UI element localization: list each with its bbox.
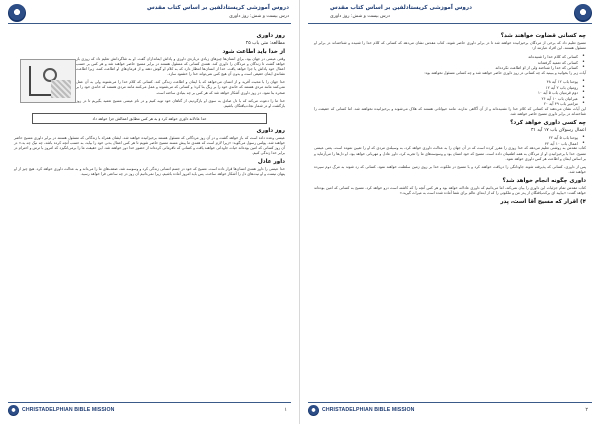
reading-reference: مطالعه: متی باب ۲۵ bbox=[245, 41, 285, 46]
right-page-footer bbox=[308, 402, 592, 416]
section-heading: ۴) اقرار که مسیح آقا‌ است، پدر bbox=[500, 199, 586, 206]
paragraph: کتاب مقدس تمام جزئیات این داوری را بیان نمی‌کند، اما می‌دانیم که داوری عادلانه خواهد بود و هر کس آنچه را که کاشته است درو خواهد کرد. مسیح به کسانی که امین بوده‌اند خواهد گفت: «بیایید ای برکت‌یافتگان از پدر من و ملکوتی را که از ابتدای عالم برای شما آماده شده است به میراث گیرید.» bbox=[314, 185, 586, 195]
list-item: • یوحنا باب ۱۲ آیه ۴۸ bbox=[314, 79, 586, 85]
reading-reference: اعمال رسولان باب ۱۷ آیه ۳۱ bbox=[530, 128, 586, 134]
section-heading: چه کسانی قضاوت خواهند شد؟ bbox=[500, 33, 586, 39]
list-item: • دوم قرنتیان باب ۵ آیه ۱۰ bbox=[314, 90, 586, 96]
footer-org-name: CHRISTADELPHIAN BIBLE MISSION bbox=[322, 407, 415, 413]
right-page-header bbox=[308, 4, 592, 24]
paragraph: آیات زیر را بخوانید و ببینید که چه کسانی در روز داوری حاضر خواهند شد و چه کسانی مسئول نخواهند بود: bbox=[424, 70, 586, 75]
list-item: • اعمال باب ۱۰ آیه ۴۲ bbox=[314, 141, 586, 147]
paragraph: خدا عیسی را داور همه‌ی انسان‌ها قرار داده است. مسیح که خود در جسم انسانی زندگی کرد و وسوسه شد، ضعف‌های ما را می‌داند و به عدالت داوری خواهد کرد. هیچ چیز از او پنهان نیست و او نیت‌های دل را آشکار خواهد ساخت. پس باید امروز آماده باشیم، زیرا نمی‌دانیم آن روز در چه ساعتی فرا خواهد رسید. bbox=[14, 167, 285, 177]
paragraph: عیسی وعده داده است که باز خواهد گشت و در آن روز مردگانی که مسئول هستند برخیزانیده خواهند شد. ایشان همراه با زندگانی که مسئول هستند در برابر داوری مسیح حاضر خواهند شد. پولس رسول می‌گوید: «زیرا لازم است که همه‌ی ما پیش مسند مسیح حاضر شویم تا هر کس اعمال بدنی خود را بیابد، به حسب آنچه کرده باشد، چه نیک چه بد.» در آن روز کسانی که امین بوده‌اند حیات جاودانی خواهند یافت و کسانی که نافرمانی کرده‌اند از حضور خدا دور خواهند شد. این حقیقت ما را برمی‌انگیزد که امروز با ترس و احترام در برابر خدا زندگی کنیم. bbox=[14, 135, 285, 156]
right-page bbox=[300, 0, 600, 424]
header-subtitle: درس بیست و شش: روز داوری bbox=[330, 14, 390, 19]
header-title: دروس آموزشی کریستادلفین بر اساس کتاب مقدس bbox=[147, 5, 289, 11]
left-page-header bbox=[8, 4, 291, 24]
left-page-content bbox=[14, 30, 285, 394]
list-item: • کسانی که کلام خدا را شنیده‌اند bbox=[314, 54, 586, 60]
illustration-figure-icon bbox=[51, 80, 71, 98]
footer-org-name: CHRISTADELPHIAN BIBLE MISSION bbox=[22, 407, 115, 413]
paragraph: وقتی عیسی در جهان بود، برای انسان‌ها چیزهای زیادی درباره‌ی داوری و پاداش ایمانداران گفت. او به شاگردانش تعلیم داد که روزی باز خواهد گشت تا زندگان و مردگان را داوری کند. همه‌ی کسانی که مسئول هستند در برابر مسیح حاضر خواهند شد و هر کس بر حسب اعمال خود پاداش یا جزا خواهد یافت. خدا از انسان‌ها انتظار دارد که به کلام او گوش دهند و از فرمان‌های او اطاعت کنند، زیرا اطاعت نشانه‌ی ایمان حقیقی است و بدون آن هیچ کس نمی‌تواند خدا را خشنود سازد. bbox=[76, 57, 285, 77]
header-title: دروس آموزشی کریستادلفین بر اساس کتاب مقدس bbox=[330, 5, 472, 11]
bullet-list bbox=[314, 54, 586, 71]
mission-logo-icon bbox=[8, 4, 26, 22]
mission-logo-icon bbox=[308, 405, 319, 416]
list-item: • کسانی که تعمید گرفته‌اند bbox=[314, 60, 586, 66]
paragraph: این آیات نشان می‌دهند که کسانی که کلام خدا را نشنیده‌اند و از آن آگاهی ندارند، مانند حیواناتی هستند که هلاک می‌شوند و برخیزانیده نخواهند شد. اما کسانی که حقیقت را شناخته‌اند در برابر داوری مسیح حاضر خواهند شد. bbox=[314, 107, 586, 117]
list-item: • رومیان باب ۲ آیه ۱۲ bbox=[314, 85, 586, 91]
section-heading: داوری چگونه انجام خواهد شد؟ bbox=[502, 177, 586, 184]
paragraph: پس از داوری، کسانی که پذیرفته شوند جاودانگی را دریافت خواهند کرد و با مسیح در ملکوت خدا بر روی زمین سلطنت خواهند نمود. کسانی که رد شوند به مرگ دوم سپرده خواهند شد. bbox=[314, 164, 586, 174]
section-heading: روز داوری bbox=[256, 33, 285, 39]
paragraph: خدا جهان را با محبت آفرید و از انسان می‌خواهد که با ایمان و اطاعت زندگی کند. کسانی که کلام خدا را می‌شنوند ولی به آن عمل نمی‌کنند مانند مردی هستند که خانه‌ی خود را بر ریگ بنا کرد؛ و کسانی که می‌شنوند و عمل می‌کنند مانند مردی هستند که خانه‌ی خود را بر صخره بنا نمود. در روز داوری آشکار خواهد شد که هر کس بر چه بنیادی ساخته است. bbox=[76, 80, 285, 95]
illustration-image bbox=[20, 59, 76, 103]
mission-logo-icon bbox=[574, 4, 592, 22]
bullet-list bbox=[314, 79, 586, 107]
paragraph: مسیح تعلیم داد که برخی از مردگان برخیزانیده خواهند شد تا در برابر داوری حاضر شوند. کتاب مقدس نشان می‌دهد که کسانی که کلام خدا را شنیده و شناخته‌اند در برابر او مسئول هستند. این افراد عبارتند از: bbox=[314, 41, 586, 51]
section-heading: داور عادل bbox=[257, 159, 285, 166]
page-number: ۲ bbox=[585, 407, 588, 413]
header-subtitle: درس بیست و شش: روز داوری bbox=[229, 14, 289, 19]
list-item: • یوحنا باب ۵ آیه ۲۲ bbox=[314, 135, 586, 141]
right-page-content bbox=[314, 30, 586, 394]
left-page-footer bbox=[8, 402, 291, 416]
bullet-list bbox=[314, 135, 586, 146]
section-heading: چه کسی داوری خواهد کرد؟ bbox=[510, 120, 586, 127]
list-item: • مزامیر باب ۴۹ آیه ۲۰ bbox=[314, 101, 586, 107]
list-item: • کسانی که خدا را شناخته ولی از او اطاعت نکرده‌اند bbox=[314, 65, 586, 71]
section-heading: از خدا باید اطاعت شود bbox=[222, 49, 285, 55]
paragraph: کتاب مقدس به روشنی تعلیم می‌دهد که خدا روزی را مقرر کرده است که در آن جهان را به عدالت داوری خواهد کرد، به وسیله‌ی مردی که او را تعیین نموده است، یعنی عیسی مسیح. خدا با برخیزانیدن او از مردگان به همه اطمینان داده است. مسیح که خود انسان بود و وسوسه‌های ما را تجربه کرد، داور عادل و مهربانی خواهد بود. او دل‌ها را می‌آزماید و بر اساس ایمان و اطاعت هر کس داوری خواهد نمود. bbox=[314, 146, 586, 161]
paragraph: خدا ما را دعوت می‌کند که با دل صادق به سوی او بازگردیم، از گناهان خود توبه کنیم و در نام عیسی مسیح تعمید بگیریم تا در روز بازگشت او در شمار نجات‌یافتگان باشیم. bbox=[76, 98, 285, 108]
list-item: • عبرانیان باب ۱۰ آیه ۲۶ bbox=[314, 96, 586, 102]
mission-logo-icon bbox=[8, 405, 19, 416]
page-number: ۱ bbox=[284, 407, 287, 413]
section-heading: روز داوری bbox=[256, 127, 285, 134]
boxed-note: خدا عادلانه داوری خواهد کرد و به هر کس مطابق اعمالش جزا خواهد داد bbox=[32, 113, 267, 124]
